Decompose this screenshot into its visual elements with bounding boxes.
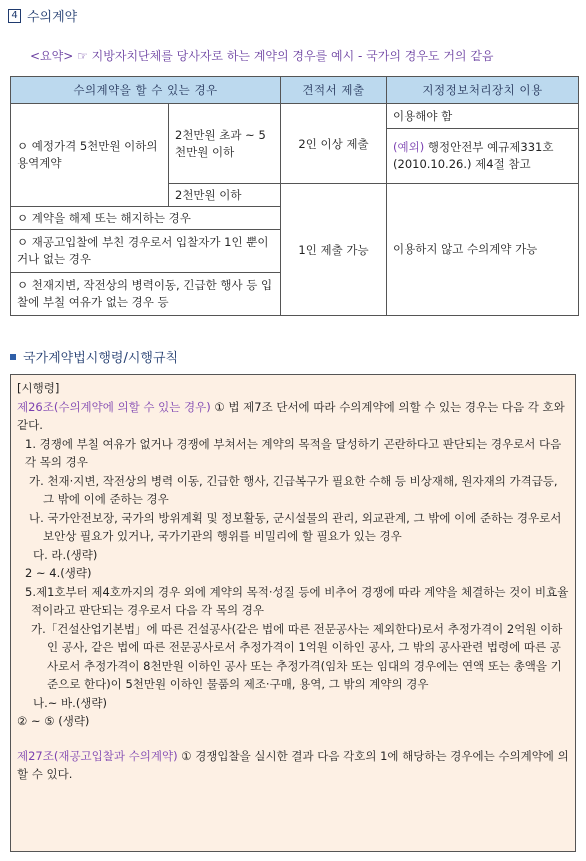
exception-label: (예외) [393, 140, 425, 154]
quote-two-or-more: 2인 이상 제출 [281, 104, 387, 184]
law-heading: [시행령] [17, 381, 60, 395]
square-bullet-icon [10, 354, 16, 360]
article-27-title: 제27조(재공고입찰과 수의계약) [17, 748, 178, 763]
section-number: 4 [8, 9, 21, 23]
case-terminate: ㅇ 계약을 해제 또는 해지하는 경우 [11, 207, 281, 230]
clause-1: 1. 경쟁에 부칠 여유가 없거나 경쟁에 부쳐서는 계약의 목적을 달성하기 곤란하다고 판단되는 경우로서 다음 각 목의 경우 [25, 436, 562, 469]
law-excerpt-box [10, 374, 576, 852]
clause-5-ga: 가.「건설산업기본법」에 따른 건설공사(같은 법에 따른 전문공사는 제외한다)로서 추정가격이 2억원 이하인 공사, 같은 법에 따른 전문공사로서 추정가격이 1억원 이하인 공사, 그 밖의 공사관련 법령에 따른 공사로서 추정가격이 8천만원 이하인 공사 또는 추정가격(임차 또는 임대의 경우에는 연액 또는 총액을 기준으로 한다)이 5천만원 이하인 물품의 제조·구매, 용역, 그 밖의 계약의 경우 [31, 621, 563, 691]
case-rebid: ㅇ 재공고입찰에 부친 경우로서 입찰자가 1인 뿐이거나 없는 경우 [11, 230, 281, 273]
law-subtitle [10, 347, 178, 366]
contract-table [10, 76, 579, 316]
article-27-text: ① 경쟁입찰을 실시한 결과 다음 각호의 1에 해당하는 경우에는 수의계약에 의할 수 있다. [17, 748, 569, 781]
summary-line: <요약> ☞ 지방자치단체를 당사자로 하는 계약의 경우를 예시 - 국가의 경우도 거의 같음 [30, 49, 494, 63]
case-estimated-price: ㅇ 예정가격 5천만원 이하의 용역계약 [11, 104, 169, 207]
use-not-required: 이용하지 않고 수의계약 가능 [387, 184, 579, 316]
clause-1-da: 다. 라.(생략) [33, 547, 98, 562]
spacer [17, 731, 569, 747]
law-subtitle-text: 국가계약법시행령/시행규칙 [23, 351, 179, 366]
article-26-text: ① 법 제7조 단서에 따라 수의계약에 의할 수 있는 경우는 다음 각 호와 같다. [17, 399, 565, 432]
exception-text: 행정안전부 예규제331호 (2010.10.26.) 제4절 참고 [393, 140, 554, 171]
use-required: 이용해야 함 [387, 104, 579, 129]
section-title-text: 수의계약 [27, 10, 78, 25]
clause-2-4: 2 ~ 4.(생략) [25, 566, 92, 580]
header-quote: 견적서 제출 [281, 77, 387, 104]
sub-over-20m: 2천만원 초과 ~ 5천만원 이하 [169, 104, 281, 184]
clause-5: 5.제1호부터 제4호까지의 경우 외에 계약의 목적·성질 등에 비추어 경쟁에 따라 계약을 체결하는 것이 비효율적이라고 판단되는 경우로서 다음 각 목의 경우 [25, 584, 569, 617]
article-26-title: 제26조(수의계약에 의할 수 있는 경우) [17, 399, 211, 414]
case-emergency: ㅇ 천재지변, 작전상의 병력이동, 긴급한 행사 등 입찰에 부칠 여유가 없는 경우 등 [11, 273, 281, 316]
article-27 [17, 747, 569, 784]
use-exception [387, 129, 579, 184]
section-title [8, 6, 77, 25]
sub-under-20m: 2천만원 이하 [169, 184, 281, 207]
clause-5-na: 나.~ 바.(생략) [33, 695, 108, 710]
table-row [11, 104, 579, 129]
header-system: 지정정보처리장치 이용 [387, 77, 579, 104]
paragraph-2-5: ② ~ ⑤ (생략) [17, 714, 90, 728]
article-26 [17, 398, 569, 435]
table-header-row [11, 77, 579, 104]
clause-1-ga: 가. 천재·지변, 작전상의 병력 이동, 긴급한 행사, 긴급복구가 필요한 수해 등 비상재해, 원자재의 가격급등, 그 밖에 이에 준하는 경우 [29, 473, 558, 506]
header-cases: 수의계약을 할 수 있는 경우 [11, 77, 281, 104]
clause-1-na: 나. 국가안전보장, 국가의 방위계획 및 정보활동, 군시설물의 관리, 외교관계, 그 밖에 이에 준하는 경우로서 보안상 필요가 있거나, 국가기관의 행위를 비밀리에 할 필요가 있는 경우 [29, 510, 562, 543]
quote-one-allowed: 1인 제출 가능 [281, 184, 387, 316]
